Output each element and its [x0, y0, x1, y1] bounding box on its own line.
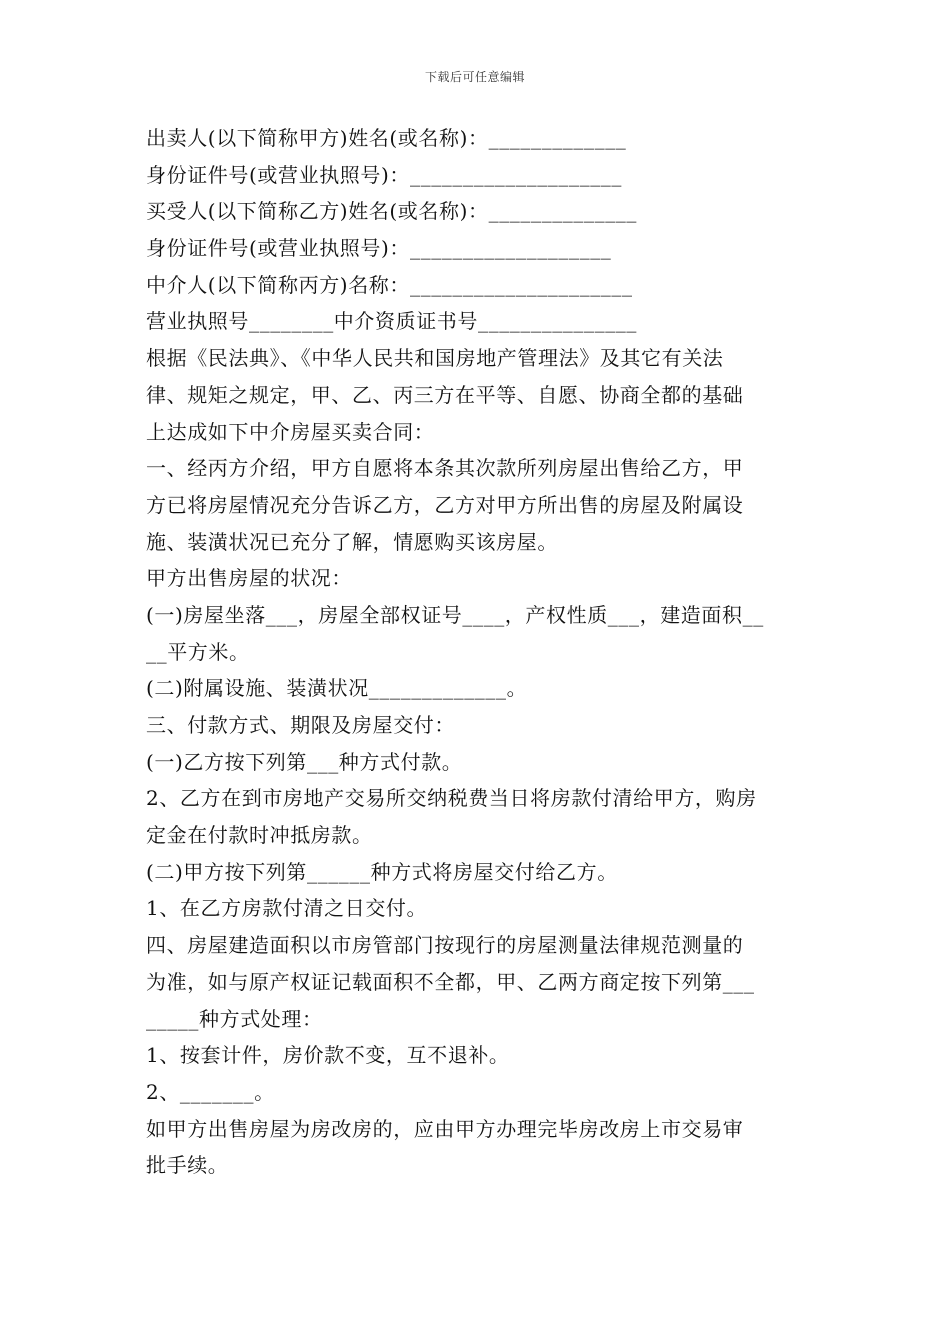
contract-body: [146, 120, 814, 1184]
clause-3-heading: 三、付款方式、期限及房屋交付：: [146, 713, 455, 737]
reform-housing-line-1: 如甲方出售房屋为房改房的，应由甲方办理完毕房改房上市交易审: [146, 1116, 744, 1141]
property-details-line-1: (一)房屋坐落___，房屋全部权证号____，产权性质___，建造面积__: [146, 602, 764, 627]
clause-1-line-3: 施、装潢状况已充分了解，情愿购买该房屋。: [146, 529, 558, 554]
clause-1-line-2: 方已将房屋情况充分告诉乙方，乙方对甲方所出售的房屋及附属设: [146, 492, 744, 517]
area-option-2-line: 2、_______。: [146, 1079, 275, 1104]
agent-license-line: 营业执照号________中介资质证书号_______________: [146, 309, 637, 334]
seller-name-line: 出卖人(以下简称甲方)姓名(或名称)：_____________: [146, 126, 627, 150]
payment-method-line: (一)乙方按下列第___种方式付款。: [146, 749, 463, 774]
preamble-line-1: 根据《民法典》、《中华人民共和国房地产管理法》及其它有关法: [146, 346, 724, 371]
preamble-line-3: 上达成如下中介房屋买卖合同：: [146, 419, 435, 444]
delivery-option-1-line: 1、在乙方房款付清之日交付。: [146, 896, 428, 921]
property-status-heading: 甲方出售房屋的状况：: [146, 566, 352, 591]
facilities-line: (二)附属设施、装潢状况_____________。: [146, 676, 528, 701]
buyer-id-line: 身份证件号(或营业执照号)：___________________: [146, 236, 612, 261]
delivery-method-line: (二)甲方按下列第______种方式将房屋交付给乙方。: [146, 859, 618, 884]
agent-name-line: 中介人(以下简称丙方)名称：_____________________: [146, 272, 633, 297]
clause-4-line-3: _____种方式处理：: [146, 1006, 323, 1031]
payment-option-2-line-2: 定金在付款时冲抵房款。: [146, 823, 373, 848]
payment-option-2-line-1: 2、乙方在到市房地产交易所交纳税费当日将房款付清给甲方，购房: [146, 786, 757, 811]
seller-id-line: 身份证件号(或营业执照号)：____________________: [146, 162, 623, 187]
area-option-1-line: 1、按套计件，房价款不变，互不退补。: [146, 1043, 510, 1068]
clause-4-line-1: 四、房屋建造面积以市房管部门按现行的房屋测量法律规范测量的: [146, 933, 744, 958]
header-note: 下载后可任意编辑: [424, 70, 525, 84]
property-details-line-2: __平方米。: [146, 639, 250, 664]
clause-1-line-1: 一、经丙方介绍，甲方自愿将本条其次款所列房屋出售给乙方，甲: [146, 456, 744, 481]
preamble-line-2: 律、规矩之规定，甲、乙、丙三方在平等、自愿、协商全都的基础: [146, 382, 744, 407]
clause-4-line-2: 为准，如与原产权证记载面积不全都，甲、乙两方商定按下列第___: [146, 969, 755, 994]
buyer-name-line: 买受人(以下简称乙方)姓名(或名称)：______________: [146, 199, 638, 224]
reform-housing-line-2: 批手续。: [146, 1153, 229, 1178]
